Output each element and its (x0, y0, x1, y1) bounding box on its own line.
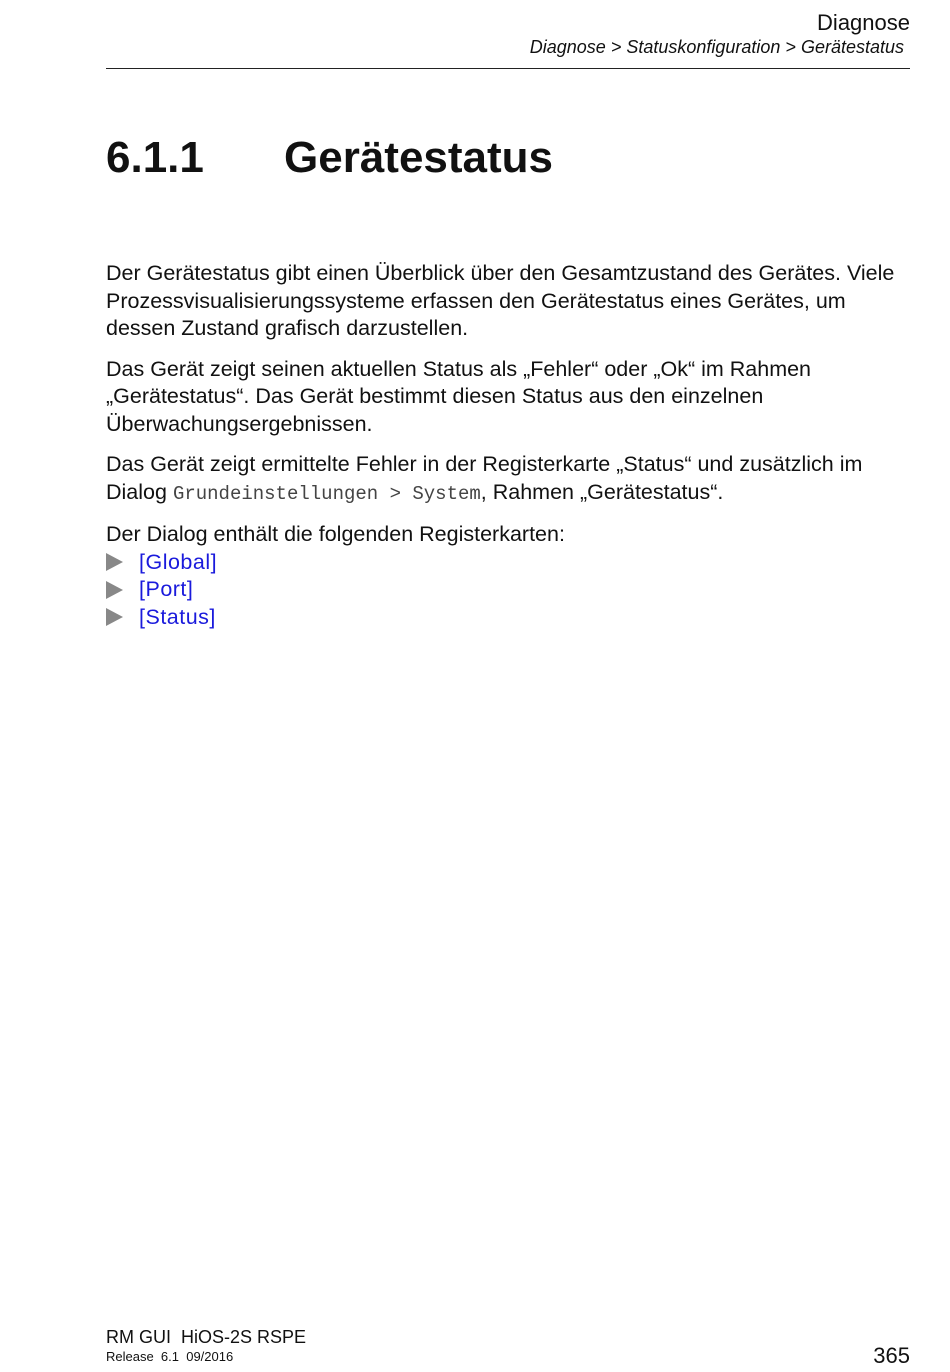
header-title: Diagnose (817, 10, 910, 35)
header-divider (106, 68, 910, 69)
list-item (106, 549, 916, 577)
page-number: 365 (873, 1343, 910, 1368)
body-text (106, 260, 916, 631)
paragraph-tabs-intro: Der Dialog enthält die folgenden Registerkarten: (106, 522, 565, 546)
link-global[interactable]: [Global] (139, 549, 218, 574)
triangle-right-icon (106, 608, 123, 626)
footer-product: RM GUI HiOS-2S RSPE (106, 1327, 307, 1347)
tab-list (106, 549, 916, 632)
footer-release: Release 6.1 09/2016 (106, 1349, 234, 1364)
list-item (106, 576, 916, 604)
section-title: Gerätestatus (284, 133, 554, 182)
triangle-right-icon (106, 553, 123, 571)
link-status[interactable]: [Status] (139, 604, 216, 629)
list-item (106, 604, 916, 632)
breadcrumb: Diagnose > Statuskonfiguration > Gerätestatus (529, 37, 904, 57)
paragraph-status: Das Gerät zeigt seinen aktuellen Status als „Fehler“ oder „Ok“ im Rahmen „Gerätestatus“. Das Gerät bestimmt diesen Status aus den einzelnen Überwachungsergebnissen. (106, 356, 812, 436)
paragraph-intro: Der Gerätestatus gibt einen Überblick über den Gesamtzustand des Gerätes. Viele Prozessvisualisierungssysteme erfassen den Gerätestatus eines Gerätes, um dessen Zustand grafisch darzustellen. (106, 261, 895, 340)
link-port[interactable]: [Port] (139, 577, 194, 601)
paragraph-errors-text-2: , Rahmen „Gerätestatus“. (480, 479, 724, 504)
paragraph-errors (106, 451, 916, 508)
section-number: 6.1.1 (106, 133, 204, 182)
paragraph-errors-text-1: Das Gerät zeigt ermittelte Fehler in der Registerkarte „Status“ und zusätzlich im Dialog (106, 452, 863, 504)
section-heading (106, 133, 553, 183)
triangle-right-icon (106, 581, 123, 599)
dialog-path: Grundeinstellungen > System (172, 482, 481, 505)
